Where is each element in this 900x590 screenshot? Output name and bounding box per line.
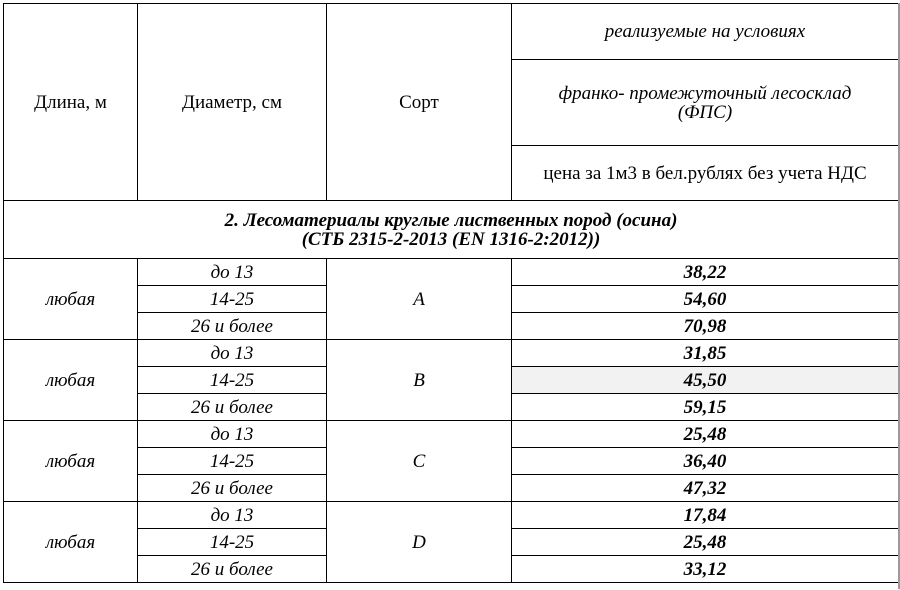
length-cell: любая (4, 340, 138, 421)
diameter-cell: 14-25 (138, 529, 327, 556)
header-price: цена за 1м3 в бел.рублях без учета НДС (512, 146, 899, 201)
price-cell: 47,32 (512, 475, 899, 502)
price-table (3, 3, 899, 583)
grade-cell: B (327, 340, 512, 421)
header-franco (512, 60, 899, 146)
price-cell: 31,85 (512, 340, 899, 367)
price-cell: 36,40 (512, 448, 899, 475)
header-conditions: реализуемые на условиях (512, 4, 899, 60)
section-title (4, 201, 899, 259)
grade-cell: A (327, 259, 512, 340)
section-title-line1: 2. Лесоматериалы круглые лиственных пород (осина) (224, 209, 678, 231)
header-length: Длина, м (4, 4, 138, 201)
price-cell: 70,98 (512, 313, 899, 340)
header-franco-line2: (ФПС) (677, 101, 733, 123)
price-cell: 17,84 (512, 502, 899, 529)
grade-cell: C (327, 421, 512, 502)
diameter-cell: до 13 (138, 340, 327, 367)
price-cell: 38,22 (512, 259, 899, 286)
length-cell: любая (4, 259, 138, 340)
grade-cell: D (327, 502, 512, 583)
price-cell: 25,48 (512, 529, 899, 556)
price-cell: 25,48 (512, 421, 899, 448)
diameter-cell: 14-25 (138, 448, 327, 475)
header-franco-line1: франко- промежуточный лесосклад (558, 82, 852, 104)
length-cell: любая (4, 421, 138, 502)
price-cell-selected[interactable]: 45,50 (512, 367, 899, 394)
diameter-cell: 26 и более (138, 475, 327, 502)
length-cell: любая (4, 502, 138, 583)
diameter-cell: до 13 (138, 502, 327, 529)
header-grade: Сорт (327, 4, 512, 201)
diameter-cell: 14-25 (138, 367, 327, 394)
diameter-cell: до 13 (138, 421, 327, 448)
diameter-cell: до 13 (138, 259, 327, 286)
diameter-cell: 26 и более (138, 313, 327, 340)
price-cell: 33,12 (512, 556, 899, 583)
diameter-cell: 26 и более (138, 556, 327, 583)
header-diameter: Диаметр, см (138, 4, 327, 201)
diameter-cell: 14-25 (138, 286, 327, 313)
price-cell: 54,60 (512, 286, 899, 313)
diameter-cell: 26 и более (138, 394, 327, 421)
section-title-line2: (СТБ 2315-2-2013 (EN 1316-2:2012)) (301, 228, 601, 250)
price-cell: 59,15 (512, 394, 899, 421)
